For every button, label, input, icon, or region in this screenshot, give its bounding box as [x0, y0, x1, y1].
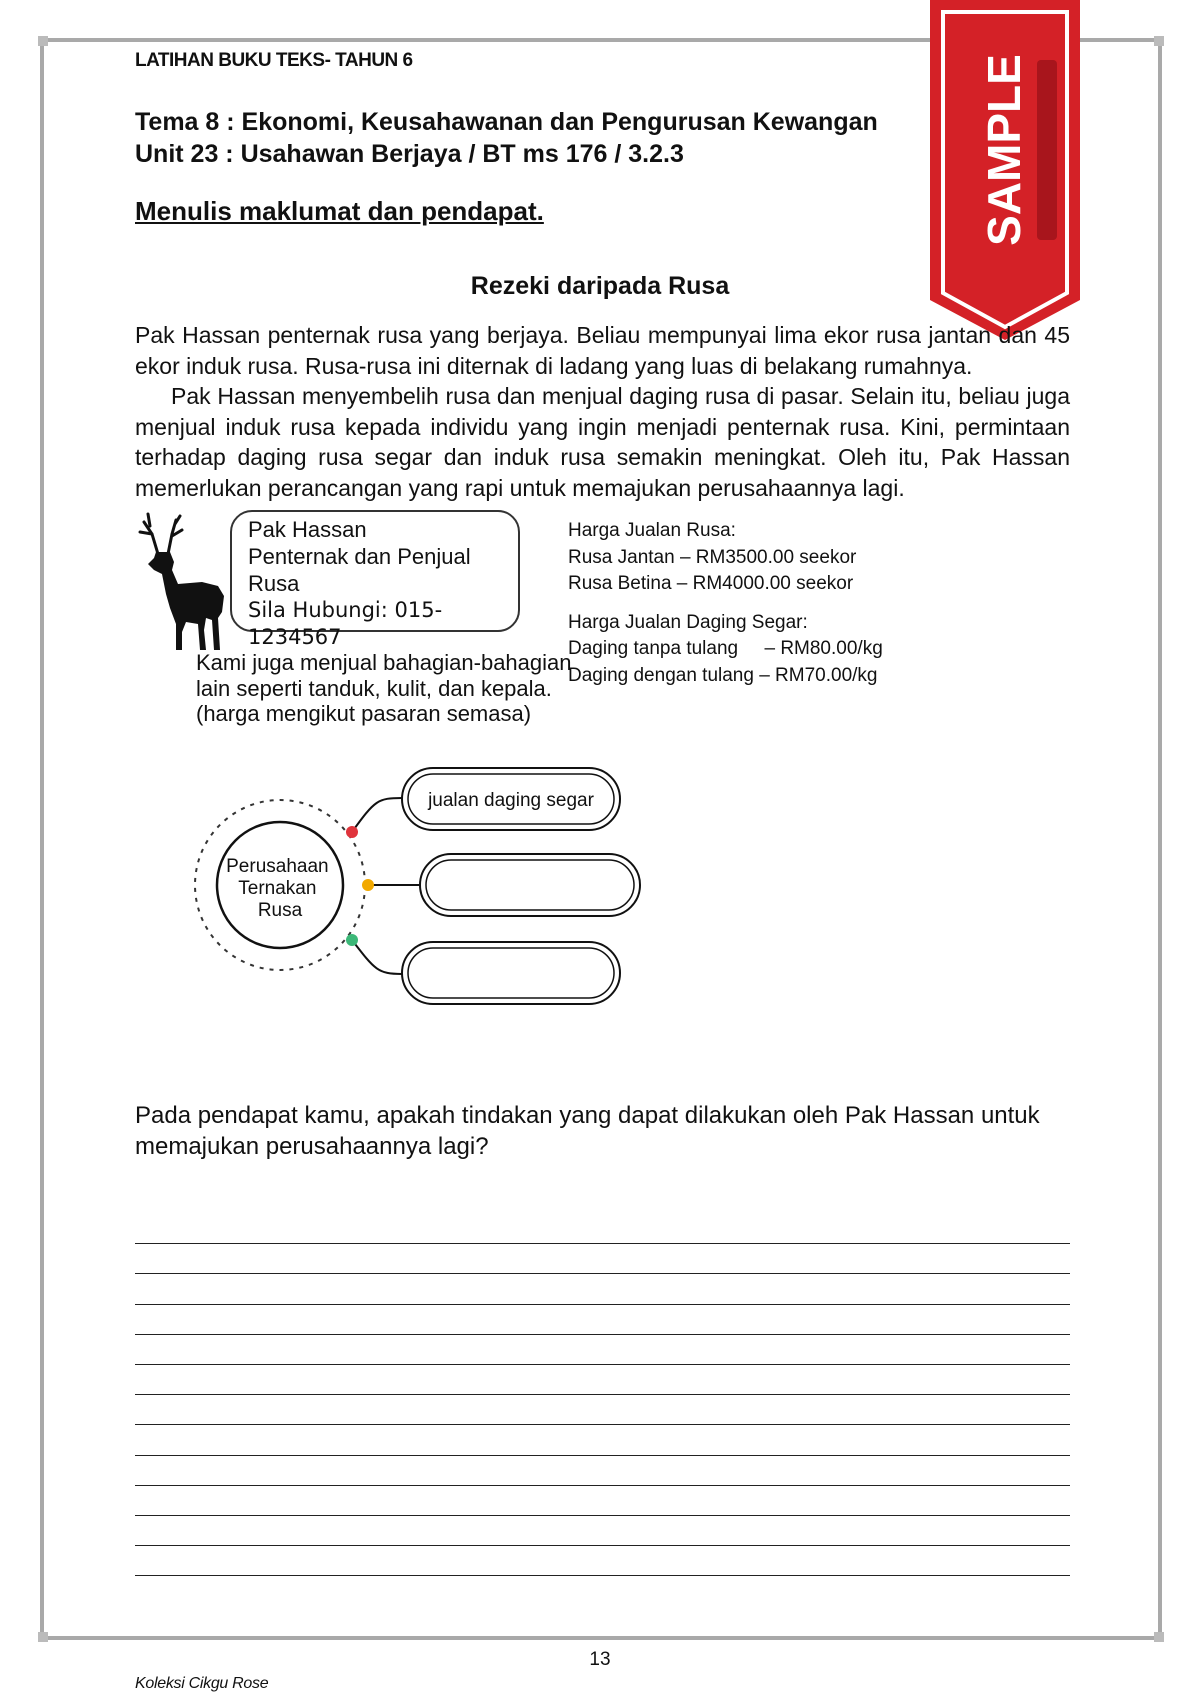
answer-line[interactable] [135, 1305, 1070, 1335]
answer-line[interactable] [135, 1244, 1070, 1274]
story-body [135, 320, 1070, 503]
answer-line[interactable] [135, 1546, 1070, 1576]
story-paragraph: Pak Hassan menyembelih rusa dan menjual daging rusa di pasar. Selain itu, beliau juga menjual induk rusa kepada individu yang ingin menjadi penternak rusa. Kini, permintaan terhadap daging rusa segar dan induk rusa semakin meningkat. Oleh itu, Pak Hassan memerlukan perancangan yang rapi untuk memajukan perusahaannya lagi. [135, 383, 1070, 501]
frame-corner [38, 1632, 48, 1642]
answer-line[interactable] [135, 1516, 1070, 1546]
mind-map [190, 760, 660, 1010]
theme-heading [135, 106, 878, 170]
price-list [568, 518, 883, 689]
deer-price-heading: Harga Jualan Rusa: [568, 520, 736, 541]
meat-price-heading: Harga Jualan Daging Segar: [568, 611, 808, 633]
deer-price-male: Rusa Jantan – RM3500.00 seekor [568, 546, 857, 568]
mindmap-branch-label: jualan daging segar [428, 790, 594, 811]
meat-price-boneless: Daging tanpa tulang – RM80.00/kg [568, 638, 883, 659]
unit-line: Unit 23 : Usahawan Berjaya / BT ms 176 / 3.2.3 [135, 140, 684, 168]
mindmap-dot [346, 826, 358, 838]
footer-credit: Koleksi Cikgu Rose [135, 1675, 269, 1692]
mindmap-branch-box[interactable] [402, 942, 620, 1004]
sample-label: SAMPLE [978, 54, 1030, 246]
mindmap-branch-box[interactable] [420, 854, 640, 916]
card-note: Kami juga menjual bahagian-bahagian lain seperti tanduk, kulit, dan kepala. (harga mengikut pasaran semasa) [196, 650, 572, 726]
mindmap-connector [352, 940, 402, 974]
answer-line[interactable] [135, 1335, 1070, 1365]
story-paragraph: Pak Hassan penternak rusa yang berjaya. Beliau mempunyai lima ekor rusa jantan dan 45 ekor induk rusa. Rusa-rusa ini diternak di ladang yang luas di belakang rumahnya. [135, 322, 1070, 379]
deer-price-female: Rusa Betina – RM4000.00 seekor [568, 573, 854, 594]
theme-line: Tema 8 : Ekonomi, Keusahawanan dan Pengurusan Kewangan [135, 108, 878, 136]
card-role: Penternak dan Penjual [248, 544, 471, 569]
section-subtitle: Menulis maklumat dan pendapat. [135, 196, 544, 226]
mindmap-center-label: Rusa [257, 900, 303, 921]
story-title: Rezeki daripada Rusa [470, 272, 730, 300]
answer-line[interactable] [135, 1274, 1070, 1304]
answer-line[interactable] [135, 1395, 1070, 1425]
answer-lines[interactable] [135, 1214, 1070, 1576]
page-number: 13 [589, 1649, 611, 1670]
answer-line[interactable] [135, 1456, 1070, 1486]
frame-corner [38, 36, 48, 46]
card-contact: Sila Hubungi: 015-1234567 [248, 598, 443, 649]
question-text: Pada pendapat kamu, apakah tindakan yang dapat dilakukan oleh Pak Hassan untuk memajukan perusahaannya lagi? [135, 1102, 1040, 1160]
answer-line[interactable] [135, 1365, 1070, 1395]
mindmap-dot [362, 879, 374, 891]
answer-line[interactable] [135, 1425, 1070, 1455]
ribbon-url-band [1037, 60, 1057, 240]
mindmap-center-label: Ternakan [238, 878, 317, 899]
business-card [230, 510, 520, 649]
frame-corner [1154, 1632, 1164, 1642]
answer-line[interactable] [135, 1486, 1070, 1516]
mindmap-center-label: Perusahaan [226, 856, 329, 877]
meat-price-bone: Daging dengan tulang – RM70.00/kg [568, 664, 878, 686]
frame-corner [1154, 36, 1164, 46]
card-role-continued: Rusa [248, 571, 300, 596]
deer-icon [132, 512, 227, 652]
answer-line[interactable] [135, 1214, 1070, 1244]
worksheet-series-label: LATIHAN BUKU TEKS- TAHUN 6 [135, 50, 413, 71]
card-owner: Pak Hassan [248, 517, 367, 542]
mindmap-connector [352, 798, 402, 832]
mindmap-dot [346, 934, 358, 946]
